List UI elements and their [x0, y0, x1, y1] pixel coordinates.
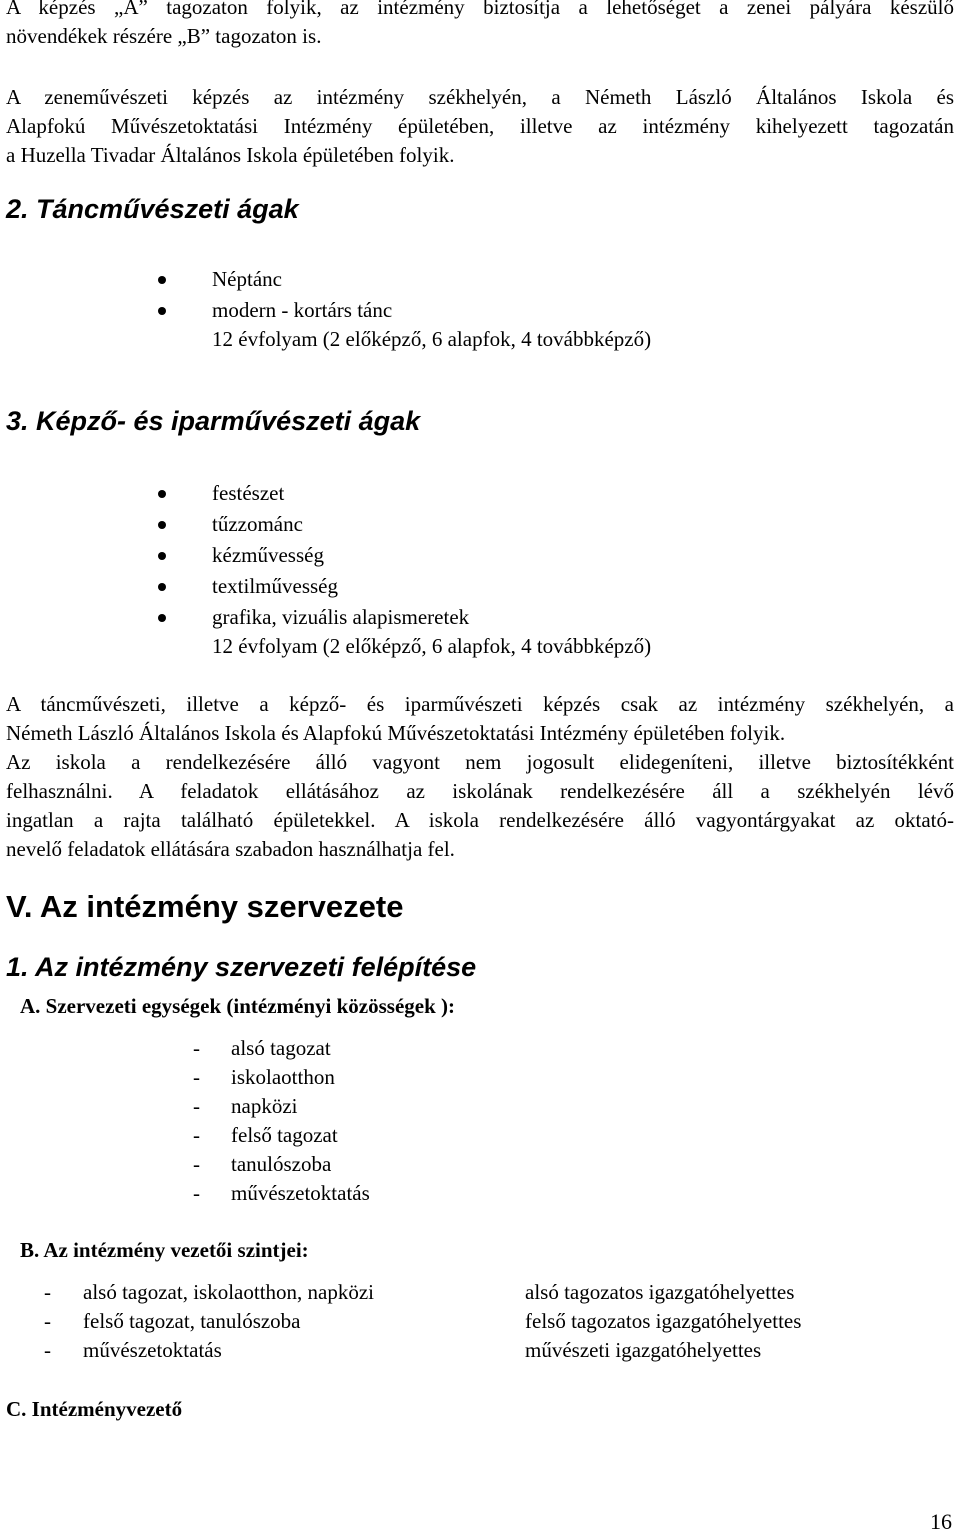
intro-paragraph [6, 0, 954, 51]
dash-marker: - [193, 1094, 200, 1118]
page-number: 16 [930, 1509, 952, 1534]
text-line: A képzés „A” tagozaton folyik, az intézmény biztosítja a lehetőséget a zenei pályára készülő [6, 0, 954, 19]
text-line: A táncművészeti, illetve a képző- és iparművészeti képzés csak az intézmény székhelyén, a [6, 692, 954, 716]
grade-note: 12 évfolyam (2 előképző, 6 alapfok, 4 továbbképző) [212, 634, 652, 658]
bullet-icon [158, 614, 166, 622]
bullet-icon [158, 552, 166, 560]
dash-marker: - [193, 1152, 200, 1176]
bullet-icon [158, 307, 166, 315]
dash-marker: - [193, 1036, 200, 1060]
text-line: Az iskola a rendelkezésére álló vagyont nem jogosult elidegeníteni, illetve biztosítékként [6, 750, 954, 774]
dance-heading: 2. Táncművészeti ágak [6, 194, 299, 224]
music-paragraph [6, 83, 954, 170]
text-line: A zeneművészeti képzés az intézmény székhelyén, a Németh László Általános Iskola és [6, 85, 954, 109]
list-item: textilművesség [212, 574, 338, 598]
list-item: Néptánc [212, 267, 282, 291]
dash-marker: - [193, 1065, 200, 1089]
dash-marker: - [193, 1123, 200, 1147]
location-paragraph [6, 690, 954, 864]
level-area: művészetoktatás [83, 1338, 222, 1362]
text-line: felhasználni. A feladatok ellátásához az iskolának rendelkezésére áll a székhelyén lévő [6, 779, 954, 803]
list-item: festészet [212, 481, 285, 505]
text-line: Németh László Általános Iskola és Alapfokú Művészetoktatási Intézmény épületében folyik. [6, 721, 786, 745]
level-leader: alsó tagozatos igazgatóhelyettes [525, 1280, 795, 1304]
head-heading: C. Intézményvezető [6, 1397, 183, 1421]
text-line: ingatlan a rajta található épületekkel. A iskola rendelkezésére álló vagyontárgyakat az oktató- [6, 808, 954, 832]
list-item: modern - kortárs tánc [212, 298, 393, 322]
dash-marker: - [44, 1309, 51, 1333]
chapter-heading: V. Az intézmény szervezete [6, 889, 404, 924]
text-line: Alapfokú Művészetoktatási Intézmény épületében, illetve az intézmény kihelyezett tagozatán [6, 114, 954, 138]
list-item: kézművesség [212, 543, 324, 567]
text-line: nevelő feladatok ellátására szabadon használhatja fel. [6, 837, 455, 861]
level-leader: művészeti igazgatóhelyettes [525, 1338, 762, 1362]
dash-marker: - [44, 1338, 51, 1362]
text-line: a Huzella Tivadar Általános Iskola épületében folyik. [6, 143, 455, 167]
bullet-icon [158, 583, 166, 591]
list-item: felső tagozat [231, 1123, 338, 1147]
list-item: napközi [231, 1094, 298, 1118]
visual-arts-heading: 3. Képző- és iparművészeti ágak [6, 406, 421, 436]
levels-heading: B. Az intézmény vezetői szintjei: [20, 1238, 309, 1262]
dash-marker: - [193, 1181, 200, 1205]
units-heading: A. Szervezeti egységek (intézményi közösségek ): [20, 994, 456, 1018]
level-area: felső tagozat, tanulószoba [83, 1309, 301, 1333]
text-line: növendékek részére „B” tagozaton is. [6, 24, 322, 48]
bullet-icon [158, 490, 166, 498]
list-item: tanulószoba [231, 1152, 332, 1176]
list-item: grafika, vizuális alapismeretek [212, 605, 470, 629]
bullet-icon [158, 521, 166, 529]
level-area: alsó tagozat, iskolaotthon, napközi [83, 1280, 375, 1304]
bullet-icon [158, 276, 166, 284]
grade-note: 12 évfolyam (2 előképző, 6 alapfok, 4 továbbképző) [212, 327, 652, 351]
list-item: tűzzománc [212, 512, 303, 536]
section-heading: 1. Az intézmény szervezeti felépítése [6, 952, 477, 982]
dash-marker: - [44, 1280, 51, 1304]
list-item: alsó tagozat [231, 1036, 331, 1060]
level-leader: felső tagozatos igazgatóhelyettes [525, 1309, 802, 1333]
list-item: iskolaotthon [231, 1065, 335, 1089]
list-item: művészetoktatás [231, 1181, 370, 1205]
